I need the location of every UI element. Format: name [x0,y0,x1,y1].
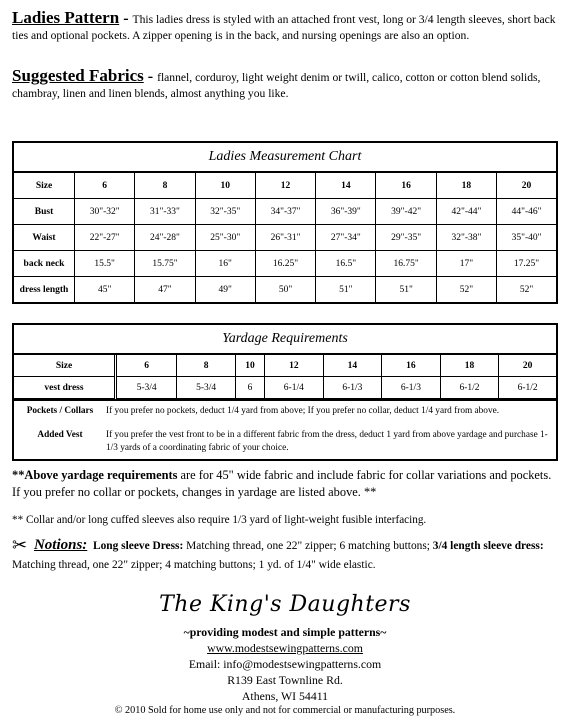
size-header: 10 [235,355,264,377]
measurement-header-row [14,173,556,199]
size-header: 18 [440,355,499,377]
table-cell: 51" [316,277,376,303]
table-cell: 15.5" [75,251,135,277]
table-cell: 6-1/2 [440,377,499,399]
size-header: 12 [255,173,315,199]
size-header: 16 [382,355,441,377]
size-header: 6 [116,355,177,377]
header-label: Size [14,173,75,199]
row-label: dress length [14,277,75,303]
table-cell: 16.5" [316,251,376,277]
notions-paragraph [12,536,560,575]
table-cell: 34"-37" [255,199,315,225]
intro-paragraph [12,10,560,44]
notions-three-lead: 3/4 length sleeve dress: [432,540,544,552]
size-header: 14 [316,173,376,199]
address-line-2: Athens, WI 54411 [241,689,329,703]
table-cell: 17.25" [497,251,556,277]
table-cell: 52" [436,277,496,303]
table-cell: 51" [376,277,436,303]
table-cell: 15.75" [135,251,195,277]
table-cell: 17" [436,251,496,277]
notions-long-text: Matching thread, one 22" zipper; 6 matching buttons; [183,540,433,552]
table-cell: 52" [497,277,556,303]
table-cell: 22"-27" [75,225,135,251]
table-cell: 32"-38" [436,225,496,251]
table-cell: 25"-30" [195,225,255,251]
table-cell: 39"-42" [376,199,436,225]
note-label: Added Vest [37,430,83,440]
note-text: If you prefer the vest front to be in a different fabric from the dress, deduct 1 yard from above yardage and purchase 1-1/3 yards of a coordinating fabric of your choice. [106,430,548,453]
intro-text: This ladies dress is styled with an attached front vest, long or 3/4 length sleeves, short back ties and optional pockets. A zipper opening is in the back, and nursing openings are also an option. [12,13,556,42]
tagline: ~providing modest and simple patterns~ [183,625,387,639]
note-label: Pockets / Collars [26,406,94,416]
yardage-title: Yardage Requirements [14,325,556,355]
table-cell: 50" [255,277,315,303]
website-link[interactable]: www.modestsewingpatterns.com [207,641,363,655]
table-cell: 27"-34" [316,225,376,251]
table-cell: 47" [135,277,195,303]
notions-long-lead: Long sleeve Dress: [93,540,184,552]
table-cell: 6-1/3 [323,377,382,399]
table-cell: 49" [195,277,255,303]
fabrics-paragraph [12,68,560,102]
table-row [14,225,556,251]
address-line-1: R139 East Townline Rd. [227,673,343,687]
table-row [14,377,556,399]
size-header: 10 [195,173,255,199]
table-cell: 36"-39" [316,199,376,225]
table-cell: 32"-35" [195,199,255,225]
yardage-notes [14,399,556,459]
size-header: 8 [135,173,195,199]
size-header: 18 [436,173,496,199]
brand-logo: The King's Daughters [159,592,411,617]
table-cell: 6-1/2 [499,377,556,399]
table-cell: 5-3/4 [116,377,177,399]
measurement-chart [12,141,558,304]
copyright: © 2010 Sold for home use only and not for commercial or manufacturing purposes. [114,705,456,716]
size-header: 12 [265,355,324,377]
yardage-table [14,355,556,399]
yardage-header-row [14,355,556,377]
yardage-chart [12,323,558,461]
header-label: Size [14,355,116,377]
row-label: vest dress [14,377,116,399]
row-label: Bust [14,199,75,225]
size-header: 20 [497,173,556,199]
above-yardage-note [12,467,560,501]
table-cell: 16.75" [376,251,436,277]
intro-dash: - [119,10,133,27]
table-cell: 31"-33" [135,199,195,225]
table-cell: 6-1/4 [265,377,324,399]
table-cell: 26"-31" [255,225,315,251]
table-cell: 16" [195,251,255,277]
table-row [14,199,556,225]
table-cell: 6 [235,377,264,399]
collar-note: ** Collar and/or long cuffed sleeves also require 1/3 yard of light-weight fusible interfacing. [12,514,427,526]
table-cell: 44"-46" [497,199,556,225]
measurement-table [14,173,556,302]
note-row-pockets [14,401,556,425]
row-label: Waist [14,225,75,251]
table-cell: 24"-28" [135,225,195,251]
note-row-vest [14,425,556,459]
table-cell: 6-1/3 [382,377,441,399]
note-text: If you prefer no pockets, deduct 1/4 yard from above; If you prefer no collar, deduct 1/4 yard from above. [106,406,500,416]
table-cell: 42"-44" [436,199,496,225]
scissors-icon: ✂ [12,535,28,555]
table-cell: 35"-40" [497,225,556,251]
size-header: 16 [376,173,436,199]
fabrics-text: flannel, corduroy, light weight denim or twill, calico, cotton or cotton blend solids, chambray, linen and linen blends, almost anything you like. [12,71,541,100]
row-label: back neck [14,251,75,277]
email-line: Email: info@modestsewingpatterns.com [188,657,382,671]
size-header: 20 [499,355,556,377]
above-note-lead: **Above yardage requirements [12,468,178,482]
intro-heading: Ladies Pattern [12,8,120,27]
table-row [14,251,556,277]
table-row [14,277,556,303]
measurement-chart-title: Ladies Measurement Chart [14,143,556,173]
size-header: 8 [177,355,236,377]
fabrics-heading: Suggested Fabrics [12,66,144,85]
table-cell: 16.25" [255,251,315,277]
size-header: 6 [75,173,135,199]
table-cell: 29"-35" [376,225,436,251]
above-note-text: are for 45" wide fabric and include fabric for collar variations and pockets. If you prefer no collar or pockets, changes in yardage are listed above. ** [12,468,552,499]
notions-heading: Notions: [33,537,88,553]
fabrics-dash: - [143,68,158,85]
size-header: 14 [323,355,382,377]
table-cell: 5-3/4 [177,377,236,399]
table-cell: 45" [75,277,135,303]
notions-three-text: Matching thread, one 22" zipper; 4 matching buttons; 1 yd. of 1/4" wide elastic. [12,559,376,571]
table-cell: 30"-32" [75,199,135,225]
